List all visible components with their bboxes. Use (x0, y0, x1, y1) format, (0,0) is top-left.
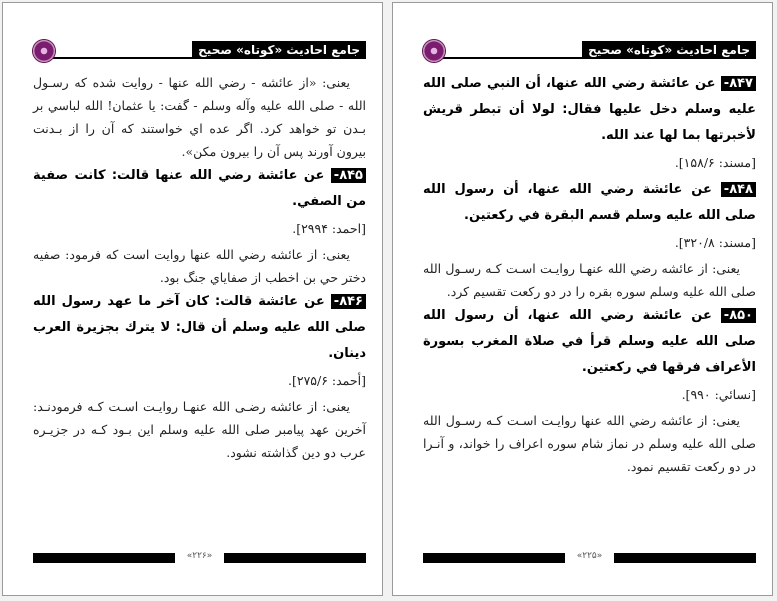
hadith-number: ۸۴۷- (721, 76, 756, 91)
hadith-number: ۸۵۰- (721, 308, 756, 323)
footer-bar (33, 553, 175, 563)
hadith-arabic (423, 177, 756, 229)
ornament-icon (33, 40, 55, 62)
hadith-text: عن عائشة رضي الله عنها، أن رسول الله صلى الله عليه وسلم قسم البقرة في ركعتين. (423, 182, 756, 223)
source-reference: [مسند: ۱۵۸/۶]. (674, 155, 756, 170)
hadith-arabic (423, 71, 756, 149)
farsi-translation: یعنی: از عائشه رضـی الله عنهـا روایـت اسـت کـه فرمودنـد: آخرین عهد پیامبر صلی الله علیه وسلم این بـود کـه در جزیـره عرب دو دین گذاشته نشود. (33, 399, 366, 460)
page-body (423, 71, 756, 478)
page-number: «۲۲۵» (576, 551, 603, 561)
source-reference: [نسائي: ۹۹۰]. (681, 387, 756, 402)
page-number: «۲۲۶» (186, 551, 213, 561)
hadith-text: عن عائشة رضي الله عنها قالت: كانت صفية من الصفي. (33, 168, 366, 209)
header-rule (53, 57, 366, 59)
hadith-arabic (423, 303, 756, 381)
hadith-number: ۸۴۶- (331, 294, 366, 309)
page-body (33, 71, 366, 464)
footer-bar (423, 553, 565, 563)
farsi-translation: یعنی: از عائشه رضي الله عنهـا روایـت اسـت کـه رسـول الله صلی الله علیه وسلم سوره بقره را در دو رکعت تقسیم کرد. (423, 261, 756, 299)
hadith-text: عن عائشة رضي الله عنها، أن رسول الله صلى الله عليه وسلم قرأ في صلاة المغرب بسورة الأعراف فرقها في ركعتين. (423, 308, 756, 375)
page-footer (33, 551, 366, 563)
header-rule (443, 57, 756, 59)
running-header (33, 40, 366, 62)
hadith-text: عن عائشة رضي الله عنها، أن النبي صلى الله عليه وسلم دخل عليها فقال: لولا أن تبطر قريش لأخبرتها بما لها عند الله. (423, 76, 756, 143)
running-header (423, 40, 756, 62)
source-reference: [مسند: ۳۲۰/۸]. (674, 235, 756, 250)
hadith-arabic (33, 163, 366, 215)
left-page (2, 2, 383, 596)
ornament-icon (423, 40, 445, 62)
farsi-translation: یعنی: از عائشه رضي الله عنها روایت است که فرمود: صفیه دختر حي بن اخطب از صفایاي جنگ بود. (33, 247, 366, 285)
right-page (392, 2, 773, 596)
header-title: جامع احادیث «کوتاه» صحیح (582, 41, 756, 59)
hadith-arabic (33, 289, 366, 367)
source-reference: [أحمد: ۲۷۵/۶]. (288, 373, 366, 388)
hadith-text: عن عائشة قالت: كان آخر ما عهد رسول الله صلى الله عليه وسلم أن قال: لا يترك بجزيرة العرب دينان. (33, 294, 366, 361)
farsi-translation: یعنی: از عائشه رضي الله عنها روایـت اسـت کـه رسـول الله صلی الله علیه وسلم در نماز شام سوره اعراف را خواند، و آنـرا در دو رکعت تقسیم نمود. (423, 413, 756, 474)
footer-bar (614, 553, 756, 563)
farsi-translation: یعنی: «از عائشه - رضي الله عنها - روایت شده که رسـول الله - صلی الله عليه وآله وسلم - گفت: یا عثمان! الله لباسي بر بـدن تو خواهد کرد. اگر عده اي خواستند که آن را از بـدنت بیرون آورند پس آن را بیرون مکن». (33, 75, 366, 159)
footer-bar (224, 553, 366, 563)
header-title: جامع احادیث «کوتاه» صحیح (192, 41, 366, 59)
hadith-number: ۸۴۵- (331, 168, 366, 183)
hadith-number: ۸۴۸- (721, 182, 756, 197)
source-reference: [احمد: ۲۹۹۴]. (292, 221, 366, 236)
page-footer (423, 551, 756, 563)
